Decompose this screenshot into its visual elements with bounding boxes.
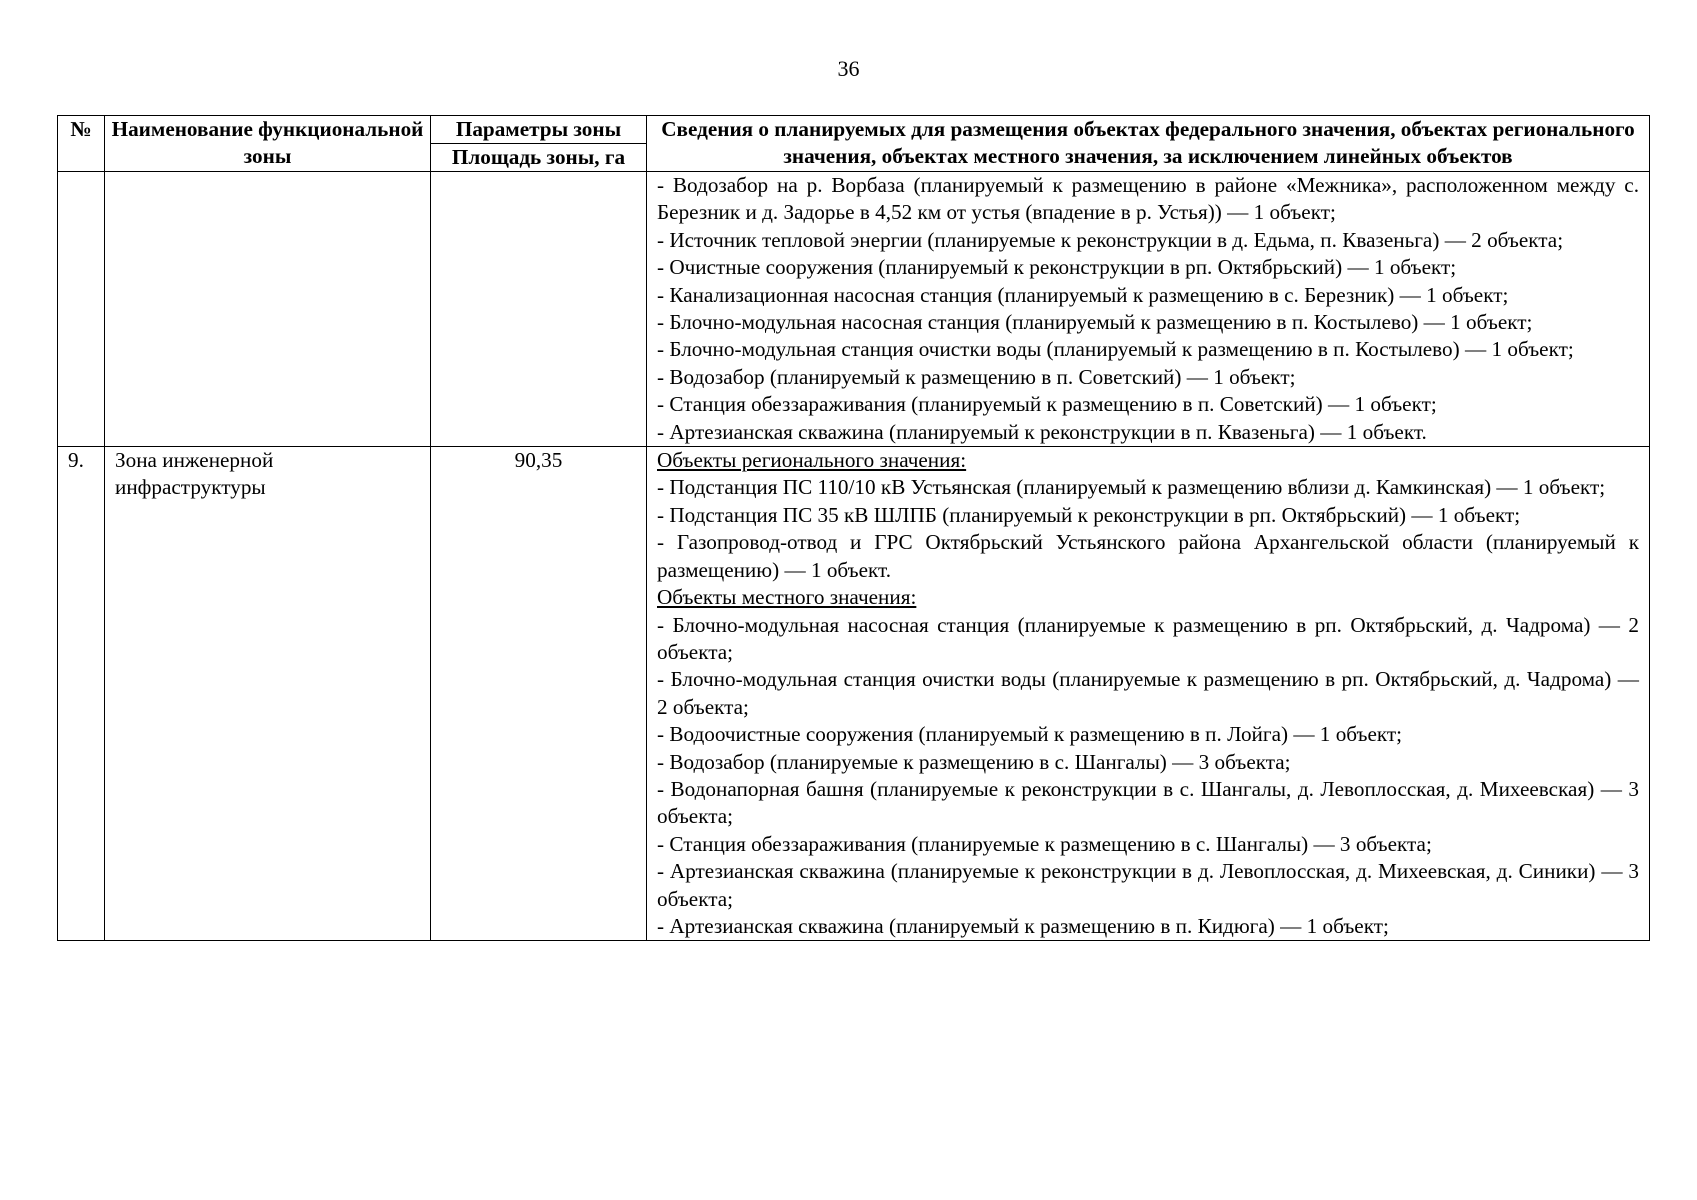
list-item: - Блочно-модульная насосная станция (планируемый к размещению в п. Костылево) — 1 объект;: [657, 310, 1533, 335]
list-item: - Источник тепловой энергии (планируемые к реконструкции в д. Едьма, п. Квазеньга) — 2 объекта;: [657, 227, 1564, 252]
list-item: - Артезианская скважина (планируемые к реконструкции в д. Левоплосская, д. Михеевская, д. Синики) — 3 объекта;: [657, 859, 1639, 911]
local-section-title: Объекты местного значения:: [657, 585, 917, 610]
list-item: - Блочно-модульная насосная станция (планируемые к размещению в рп. Октябрьский, д. Чадрома) — 2 объекта;: [657, 612, 1639, 664]
row-num: [58, 172, 105, 447]
list-item: - Водозабор (планируемые к размещению в с. Шангалы) — 3 объекта;: [657, 749, 1291, 774]
row-info: [647, 172, 1650, 447]
row-info: [647, 447, 1650, 941]
zones-table: [57, 115, 1650, 941]
list-item: - Водонапорная башня (планируемые к реконструкции в с. Шангалы, д. Левоплосская, д. Михеевская) — 3 объекта;: [657, 776, 1639, 829]
list-item: - Станция обеззараживания (планируемый к размещению в п. Советский) — 1 объект;: [657, 392, 1437, 417]
header-name: Наименование функциональной зоны: [105, 116, 431, 172]
list-item: - Станция обеззараживания (планируемые к размещению в с. Шангалы) — 3 объекта;: [657, 831, 1432, 856]
regional-section-title: Объекты регионального значения:: [657, 448, 967, 473]
row-num: 9.: [58, 447, 105, 941]
header-num: №: [58, 116, 105, 172]
header-area: Площадь зоны, га: [431, 144, 647, 172]
list-item: - Канализационная насосная станция (планируемый к размещению в с. Березник) — 1 объект;: [657, 282, 1509, 307]
row-area: [431, 172, 647, 447]
table-row: [58, 172, 1650, 447]
list-item: - Водоочистные сооружения (планируемый к размещению в п. Лойга) — 1 объект;: [657, 722, 1403, 747]
table-header: [58, 116, 1650, 172]
row-zone-name: Зона инженерной инфраструктуры: [105, 447, 431, 941]
page-number: 36: [837, 56, 860, 81]
list-item: - Артезианская скважина (планируемый к реконструкции в п. Квазеньга) — 1 объект.: [657, 419, 1427, 444]
list-item: - Артезианская скважина (планируемый к размещению в п. Кидюга) — 1 объект;: [657, 913, 1389, 938]
list-item: - Блочно-модульная станция очистки воды (планируемые к размещению в рп. Октябрьский, д. Чадрома) — 2 объекта;: [657, 667, 1639, 719]
header-info: Сведения о планируемых для размещения объектах федерального значения, объектах регионального значения, объектах местного значения, за исключением линейных объектов: [647, 116, 1650, 172]
list-item: - Подстанция ПС 35 кВ ШЛПБ (планируемый к реконструкции в рп. Октябрьский) — 1 объект;: [657, 502, 1521, 527]
list-item: - Водозабор на р. Ворбаза (планируемый к размещению в районе «Межника», расположенном между с. Березник и д. Задорье в 4,52 км от устья (впадение в р. Устья)) — 1 объект;: [657, 173, 1639, 225]
table-row: [58, 447, 1650, 941]
list-item: - Блочно-модульная станция очистки воды (планируемый к размещению в п. Костылево) — 1 объект;: [657, 337, 1574, 362]
row-area: 90,35: [431, 447, 647, 941]
header-params: Параметры зоны: [431, 116, 647, 144]
row-zone-name: [105, 172, 431, 447]
list-item: - Газопровод-отвод и ГРС Октябрьский Устьянского района Архангельской области (планируемый к размещению) — 1 объект.: [657, 530, 1639, 582]
list-item: - Водозабор (планируемый к размещению в п. Советский) — 1 объект;: [657, 364, 1296, 389]
list-item: - Подстанция ПС 110/10 кВ Устьянская (планируемый к размещению вблизи д. Камкинская) — 1 объект;: [657, 475, 1606, 500]
list-item: - Очистные сооружения (планируемый к реконструкции в рп. Октябрьский) — 1 объект;: [657, 255, 1457, 280]
